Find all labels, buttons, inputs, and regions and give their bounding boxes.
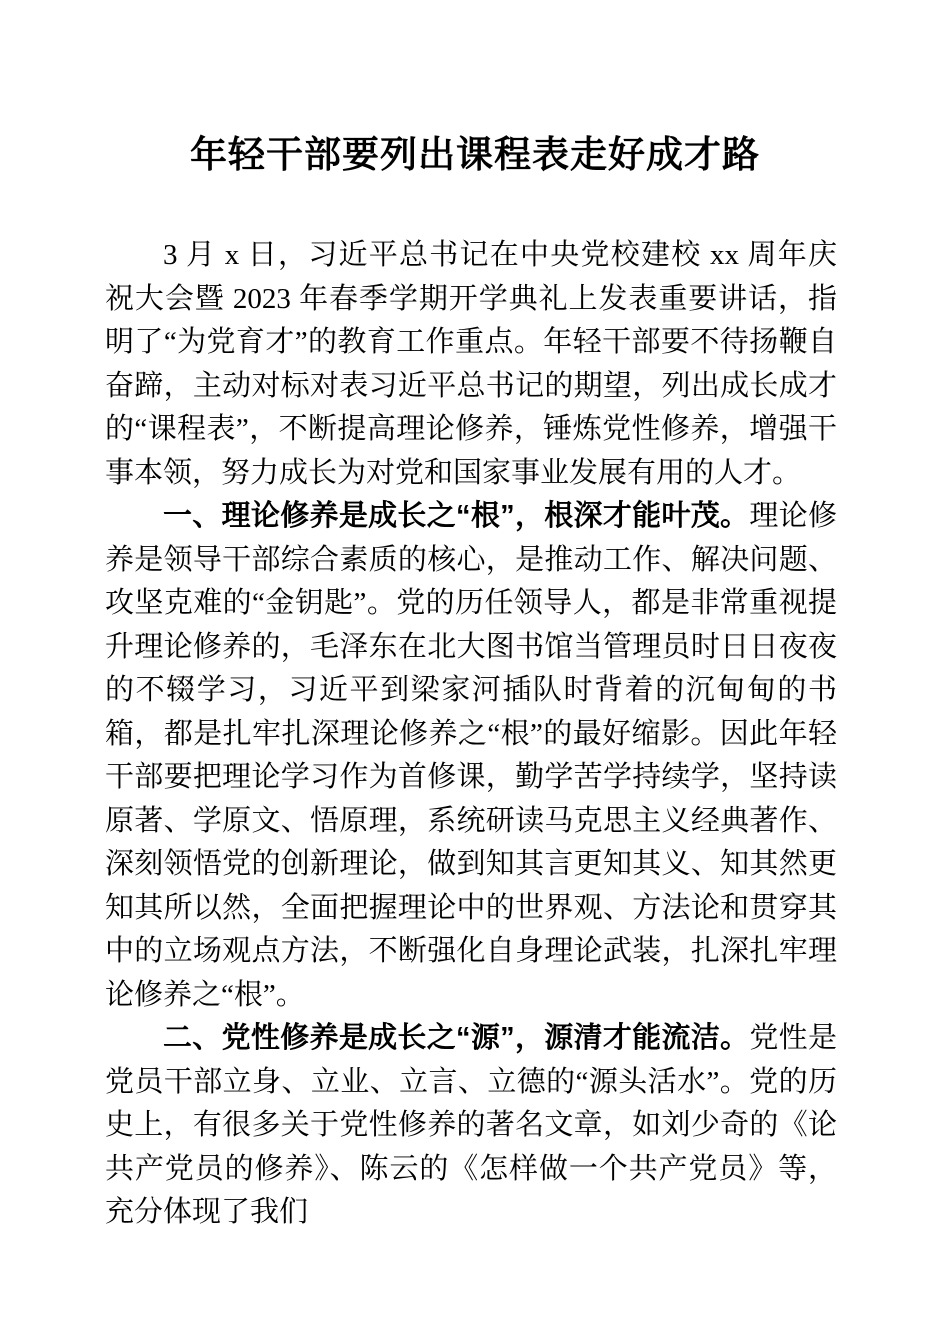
section-2-text: 党性是党员干部立身、立业、立言、立德的“源头活水”。党的历史上，有很多关于党性修养的著名文章，如刘少奇的《论共产党员的修养》、陈云的《怎样做一个共产党员》等，充分体现了我们 <box>105 1022 837 1228</box>
document-title: 年轻干部要列出课程表走好成才路 <box>190 135 760 176</box>
paragraph-section-2 <box>105 1017 837 1235</box>
paragraph-intro-text: 3 月 x 日，习近平总书记在中央党校建校 xx 周年庆祝大会暨 2023 年春季学期开学典礼上发表重要讲话，指明了“为党育才”的教育工作重点。年轻干部要不待扬鞭自奋蹄，主动对标对表习近平总书记的期望，列出成长成才的“课程表”，不断提高理论修养，锤炼党性修养，增强干事本领，努力成长为对党和国家事业发展有用的人才。 <box>105 239 837 489</box>
paragraph-section-1 <box>105 495 837 1017</box>
section-1-heading: 一、理论修养是成长之“根”，根深才能叶茂。 <box>163 500 750 532</box>
paragraph-intro <box>105 234 837 495</box>
section-2-heading: 二、党性修养是成长之“源”，源清才能流洁。 <box>163 1022 750 1054</box>
document-body <box>105 234 837 1235</box>
section-1-text: 理论修养是领导干部综合素质的核心，是推动工作、解决问题、攻坚克难的“金钥匙”。党的历任领导人，都是非常重视提升理论修养的，毛泽东在北大图书馆当管理员时日日夜夜的不辍学习，习近平到梁家河插队时背着的沉甸甸的书箱，都是扎牢扎深理论修养之“根”的最好缩影。因此年轻干部要把理论学习作为首修课，勤学苦学持续学，坚持读原著、学原文、悟原理，系统研读马克思主义经典著作、深刻领悟党的创新理论，做到知其言更知其义、知其然更知其所以然，全面把握理论中的世界观、方法论和贯穿其中的立场观点方法，不断强化自身理论武装，扎深扎牢理论修养之“根”。 <box>105 500 837 1011</box>
